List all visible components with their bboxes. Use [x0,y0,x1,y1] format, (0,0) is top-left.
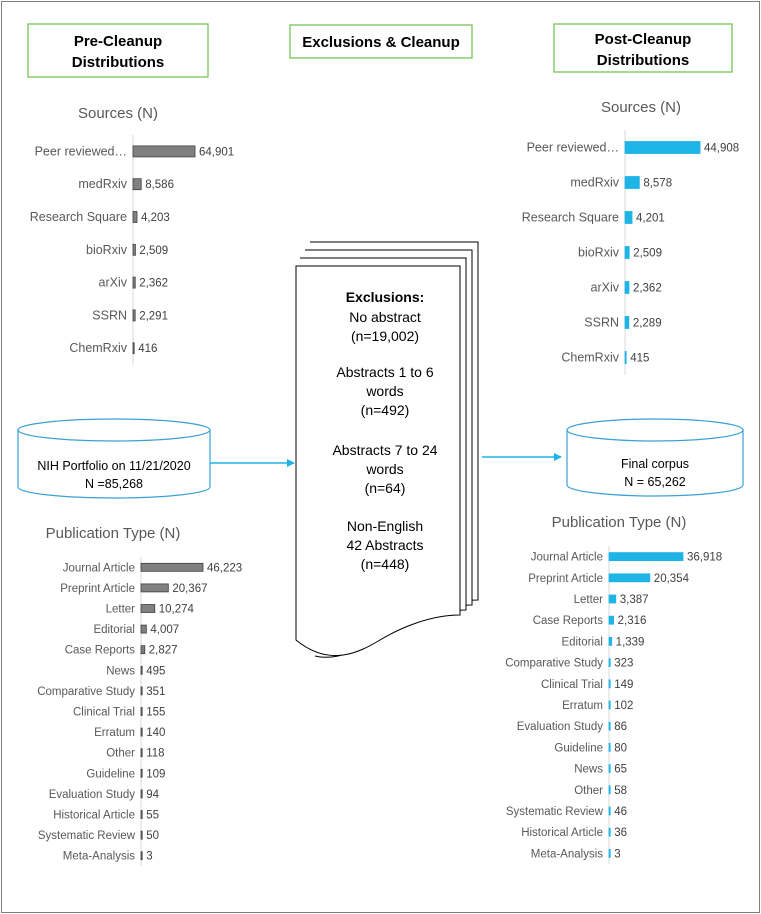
pre-sources-value-label: 416 [138,343,158,356]
post-sources-bar [625,352,626,364]
exclusion-medium-abstracts-count: (n=64) [364,480,406,496]
exclusions-documents [296,242,478,657]
pre-sources-bar [133,212,137,223]
pre-pubtypes-value-label: 20,367 [172,582,208,595]
post-pubtypes-category-label: Journal Article [530,551,603,564]
post-sources-value-label: 2,362 [632,282,662,295]
post-pubtypes-bar [609,701,610,709]
final-corpus-line-2: N = 65,262 [624,475,686,489]
post-sources-category-label: bioRxiv [578,245,619,260]
post-pubtypes-bar [609,849,610,857]
post-pubtypes-value-label: 3 [614,848,621,861]
middle-header-text: Exclusions & Cleanup [302,34,460,51]
post-sources-value-label: 8,578 [643,177,673,190]
pre-sources-value-label: 2,362 [139,277,169,290]
pre-pubtypes-category-label: Clinical Trial [73,706,135,719]
post-header-line-1: Post-Cleanup [594,31,692,48]
pre-pubtypes-category-label: Other [106,747,135,760]
exclusion-medium-abstracts-2: words [366,461,404,477]
post-pubtypes-value-label: 58 [614,784,627,797]
exclusions-title: Exclusions: [345,289,425,305]
post-pubtypes-category-label: Evaluation Study [516,721,603,734]
pre-sources-value-label: 2,509 [139,244,169,257]
exclusion-non-english-2: 42 Abstracts [346,537,424,553]
pre-sources-value-label: 64,901 [199,146,235,159]
pre-pubtypes-bar [141,646,145,654]
post-publication-type-chart [505,514,722,864]
post-pubtypes-bar [609,680,610,688]
post-pubtypes-category-label: News [574,763,603,776]
pre-sources-category-label: bioRxiv [86,242,127,257]
post-sources-value-label: 4,201 [636,212,665,225]
pre-sources-category-label: SSRN [92,308,127,323]
nih-portfolio-database [18,419,210,498]
pre-sources-bar [133,277,135,288]
pre-pubtypes-value-label: 46,223 [207,562,243,575]
pre-pubtypes-category-label: Editorial [93,624,135,637]
post-sources-bar [625,212,632,224]
post-pubtypes-bar [609,659,610,667]
post-pubtypes-value-label: 149 [614,678,634,691]
pre-pubtypes-category-label: Letter [105,603,135,616]
post-pubtypes-bar [609,616,614,624]
post-sources-bar [625,177,639,189]
post-sources-bar [625,247,629,259]
pre-pubtypes-bar [141,708,142,716]
post-sources-value-label: 2,509 [633,247,662,260]
pre-sources-bar [133,179,141,190]
exclusion-non-english: Non-English [346,518,424,534]
pre-cleanup-header [28,24,208,77]
post-pubtypes-category-label: Systematic Review [505,806,603,818]
pre-pubtypes-category-label: Preprint Article [60,582,135,595]
exclusion-short-abstracts: Abstracts 1 to 6 [336,364,434,380]
post-sources-value-label: 2,289 [632,317,662,330]
post-pubtypes-bar [609,574,650,582]
exclusion-no-abstract: No abstract [349,309,421,325]
pre-sources-category-label: ChemRxiv [69,341,127,356]
exclusion-medium-abstracts: Abstracts 7 to 24 [332,442,438,458]
post-pubtypes-bar [609,637,612,645]
pre-pubtypes-value-label: 4,007 [150,624,180,637]
pre-sources-bar [133,244,135,255]
exclusion-short-abstracts-2: words [366,383,404,399]
post-sources-bar [625,317,629,329]
post-pubtypes-bar [609,743,610,751]
post-sources-category-label: Peer reviewed… [526,140,619,155]
pre-pubtypes-category-label: Historical Article [53,809,135,822]
pre-sources-value-label: 2,291 [139,310,168,323]
post-pubtypes-title: Publication Type (N) [551,514,687,531]
pre-pubtypes-bar [141,625,146,633]
pre-pubtypes-category-label: Guideline [86,768,135,781]
pre-pubtypes-bar [141,584,168,592]
post-sources-category-label: medRxiv [570,175,619,190]
pre-sources-category-label: Peer reviewed… [34,144,127,159]
exclusion-short-abstracts-count: (n=492) [360,402,410,418]
final-corpus-line-1: Final corpus [620,457,690,471]
pre-sources-value-label: 4,203 [141,212,170,224]
post-pubtypes-value-label: 36 [614,827,627,840]
post-sources-category-label: Research Square [521,210,619,225]
pre-pubtypes-bar [141,852,142,860]
post-pubtypes-category-label: Meta-Analysis [530,848,603,861]
pre-sources-bar [133,310,135,321]
pre-pubtypes-category-label: Journal Article [62,562,135,575]
pre-pubtypes-value-label: 140 [146,727,166,740]
pre-pubtypes-value-label: 3 [146,850,153,863]
pre-pubtypes-value-label: 118 [146,747,165,760]
pre-pubtypes-category-label: Systematic Review [37,830,135,843]
post-pubtypes-value-label: 20,354 [653,572,689,585]
pre-header-line-2: Distributions [71,54,165,71]
pre-pubtypes-bar [141,563,203,571]
post-pubtypes-value-label: 3,387 [619,594,649,606]
pre-pubtypes-bar [141,605,155,613]
post-pubtypes-category-label: Historical Article [521,827,603,840]
post-pubtypes-value-label: 2,316 [617,615,647,628]
post-pubtypes-value-label: 86 [614,721,627,734]
pre-pubtypes-value-label: 155 [146,706,166,719]
post-sources-bar [625,142,700,154]
pre-sources-chart [30,105,234,365]
post-pubtypes-value-label: 46 [614,806,627,818]
pre-pubtypes-bar [141,790,142,798]
post-sources-category-label: ChemRxiv [561,350,619,365]
post-pubtypes-bar [609,595,616,603]
pre-pubtypes-category-label: News [106,665,135,678]
pre-pubtypes-bar [141,811,142,819]
pre-pubtypes-value-label: 2,827 [148,644,178,657]
post-sources-bar [625,282,629,294]
pre-sources-bar [133,343,134,354]
post-header-line-2: Distributions [596,52,690,69]
post-sources-chart [522,99,739,375]
post-pubtypes-bar [609,807,610,815]
pre-pubtypes-bar [141,749,142,757]
post-pubtypes-bar [609,553,683,561]
post-pubtypes-category-label: Preprint Article [528,572,603,585]
pre-pubtypes-bar [141,728,142,736]
pre-pubtypes-value-label: 94 [146,788,159,801]
post-pubtypes-category-label: Other [574,784,603,797]
post-pubtypes-value-label: 1,339 [615,636,645,649]
pre-pubtypes-bar [141,687,142,695]
post-sources-value-label: 44,908 [704,142,740,155]
pre-pubtypes-category-label: Erratum [94,727,135,740]
pre-pubtypes-title: Publication Type (N) [45,525,181,542]
pre-pubtypes-category-label: Comparative Study [37,685,135,698]
post-pubtypes-bar [609,765,610,773]
post-pubtypes-value-label: 80 [614,742,627,755]
pre-sources-value-label: 8,586 [145,179,174,192]
pre-sources-category-label: Research Square [29,210,127,224]
nih-portfolio-line-1: NIH Portfolio on 11/21/2020 [37,459,191,473]
pre-pubtypes-value-label: 351 [146,685,166,698]
pre-publication-type-chart [37,525,242,866]
post-pubtypes-value-label: 36,918 [687,551,723,564]
post-pubtypes-bar [609,722,610,730]
post-pubtypes-value-label: 323 [614,657,634,670]
post-pubtypes-value-label: 102 [614,700,634,712]
pre-pubtypes-value-label: 50 [146,830,159,843]
post-sources-category-label: arXiv [590,280,619,295]
post-pubtypes-category-label: Erratum [562,700,603,712]
pre-sources-title: Sources (N) [77,105,159,122]
post-pubtypes-category-label: Comparative Study [505,657,603,670]
exclusion-non-english-count: (n=448) [360,556,410,572]
pre-pubtypes-category-label: Evaluation Study [48,788,135,801]
post-pubtypes-category-label: Clinical Trial [541,678,603,691]
post-sources-title: Sources (N) [600,99,682,116]
pre-pubtypes-value-label: 495 [146,665,166,678]
post-pubtypes-bar [609,786,610,794]
post-sources-category-label: SSRN [584,315,619,330]
post-cleanup-header [554,24,732,72]
pre-pubtypes-value-label: 109 [146,768,166,781]
pre-sources-category-label: arXiv [98,275,127,290]
pre-sources-category-label: medRxiv [78,177,127,192]
post-pubtypes-category-label: Guideline [554,742,603,755]
post-pubtypes-category-label: Case Reports [532,615,603,628]
pre-pubtypes-category-label: Meta-Analysis [62,850,135,863]
pre-pubtypes-bar [141,831,142,839]
pre-pubtypes-value-label: 55 [146,809,159,822]
post-pubtypes-value-label: 65 [614,763,627,776]
final-corpus-database [567,419,743,496]
pre-pubtypes-bar [141,769,142,777]
pre-sources-bar [133,146,195,157]
pre-pubtypes-bar [141,666,142,674]
post-pubtypes-bar [609,828,610,836]
post-pubtypes-category-label: Letter [573,594,603,606]
nih-portfolio-line-2: N =85,268 [84,477,144,491]
post-pubtypes-category-label: Editorial [561,636,603,649]
middle-header [290,25,472,58]
pre-header-line-1: Pre-Cleanup [73,33,163,50]
pre-pubtypes-category-label: Case Reports [64,644,135,657]
post-sources-value-label: 415 [630,352,650,365]
pre-pubtypes-value-label: 10,274 [158,603,194,616]
exclusion-no-abstract-count: (n=19,002) [350,328,420,344]
